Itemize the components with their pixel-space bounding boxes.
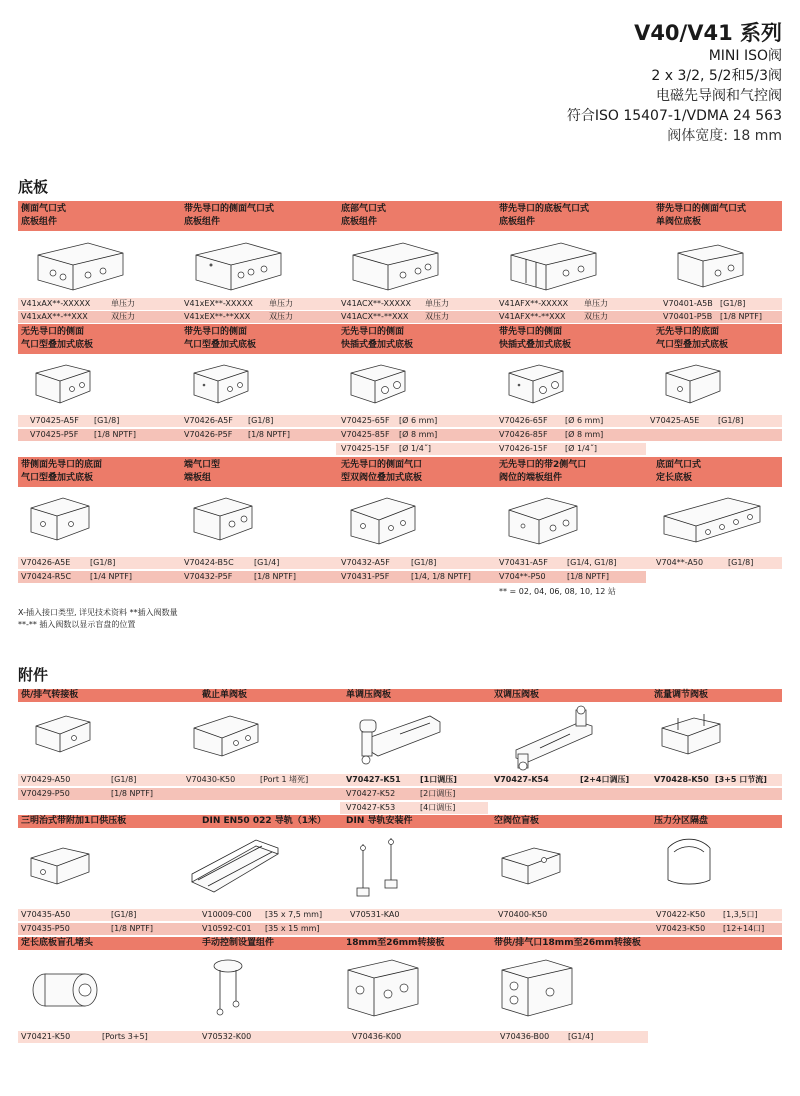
part-cell: [1,3,5口]	[723, 910, 758, 919]
base-header-1-4	[499, 203, 589, 229]
manual-override-kit-image	[198, 954, 258, 1024]
base-header-2-1	[21, 326, 93, 352]
header-line: 端气口型	[184, 460, 221, 470]
sandwich-base-side-port-pilot-image	[186, 359, 256, 409]
subtitle-width: 阀体宽度: 18 mm	[667, 128, 782, 144]
part-cell: [G1/4]	[254, 558, 280, 567]
adapter-plate-18-26-image	[340, 954, 425, 1026]
acc-header-3-1: 定长底板盲孔堵头	[21, 938, 94, 948]
header-line: 型双阀位叠加式底板	[341, 473, 423, 483]
part-cell: [1/8 NPTF]	[111, 924, 153, 933]
header-line: 底板组件	[341, 217, 378, 227]
part-cell: V70427-K51	[346, 775, 401, 784]
part-cell: [G1/8]	[111, 775, 137, 784]
base-part-row-1-2	[18, 311, 782, 323]
part-cell: V70426-65F	[499, 416, 548, 425]
part-cell: 单压力	[111, 299, 135, 308]
base-header-1-5	[656, 203, 746, 229]
acc-header-1-1: 供/排气转接板	[21, 690, 79, 700]
acc-header-2-2: DIN EN50 022 导轨（1米）	[202, 816, 327, 826]
part-cell: [G1/8]	[720, 299, 746, 308]
part-cell: V70400-K50	[498, 910, 548, 919]
part-cell: V41ACX**-**XXX	[341, 312, 409, 321]
base-header-3-4	[499, 459, 586, 485]
header-line: 带先导口的底板气口式	[499, 204, 590, 214]
base-part-row-3-1	[18, 557, 782, 569]
base-part-row-2-1	[18, 415, 782, 427]
acc-header-3-2: 手动控制设置组件	[202, 938, 275, 948]
part-cell: [1/8 NPTF]	[111, 789, 153, 798]
part-cell: V70436-K00	[352, 1032, 402, 1041]
header-line: 底板组件	[184, 217, 221, 227]
part-cell: 单压力	[584, 299, 608, 308]
part-cell: [Ø 8 mm]	[399, 430, 438, 439]
base-header-3-3	[341, 459, 422, 485]
part-cell: 双压力	[584, 312, 608, 321]
acc-header-row-2	[18, 815, 782, 828]
part-cell: 双压力	[269, 312, 293, 321]
sandwich-base-push-in-pilot-image	[501, 359, 571, 409]
base-header-row-1	[18, 201, 782, 231]
part-cell: V70425-85F	[341, 430, 390, 439]
acc-header-3-3: 18mm至26mm转接板	[346, 938, 445, 948]
header-line: 无先导口的带2侧气口	[499, 460, 587, 470]
header-line: 阀位的端板组件	[499, 473, 563, 483]
part-cell: [1/8 NPTF]	[254, 572, 296, 581]
base-image-row-1	[18, 231, 782, 298]
part-cell: V41xEX**-**XXX	[184, 312, 251, 321]
part-cell: V70427-K53	[346, 803, 396, 812]
base-header-1-2	[184, 203, 274, 229]
base-header-row-2	[18, 324, 782, 354]
header-line: 无先导口的底面	[656, 327, 720, 337]
part-cell: [1/4, 1/8 NPTF]	[411, 572, 471, 581]
double-station-base-image	[343, 492, 423, 552]
part-cell: V70424-B5C	[184, 558, 234, 567]
base-header-row-3	[18, 457, 782, 487]
part-cell: [Ø 1/4˝]	[399, 444, 431, 453]
acc-image-row-3	[18, 950, 782, 1030]
acc-image-row-2	[18, 828, 782, 908]
part-cell: [Ø 1/4˝]	[565, 444, 597, 453]
subtitle-configs: 2 x 3/2, 5/2和5/3阀	[651, 68, 782, 84]
blanking-plug-image	[23, 958, 103, 1023]
end-plate-2-side-port-image	[501, 492, 586, 552]
header-line: 无先导口的侧面	[21, 327, 85, 337]
base-part-row-2-3	[18, 443, 782, 455]
manifold-bottom-port-image	[343, 235, 448, 295]
base-header-3-5	[656, 459, 701, 485]
manifold-side-port-pilot-image	[186, 235, 291, 295]
part-cell: 双压力	[111, 312, 135, 321]
part-cell: [4口调压]	[420, 803, 456, 812]
part-cell: V70425-A5E	[650, 416, 700, 425]
sandwich-supply-plate-image	[23, 840, 98, 895]
part-cell: [Port 1 堵死]	[260, 775, 309, 784]
part-cell: V70425-65F	[341, 416, 390, 425]
subtitle-valve: MINI ISO阀	[708, 48, 782, 64]
part-cell: V70432-P5F	[184, 572, 233, 581]
title-block	[567, 20, 782, 146]
part-cell: V70426-P5F	[184, 430, 233, 439]
part-cell: 单压力	[269, 299, 293, 308]
header-line: 无先导口的侧面气口	[341, 460, 423, 470]
isolation-plate-image	[186, 710, 266, 765]
part-cell: [1/8 NPTF]	[94, 430, 136, 439]
acc-header-row-3	[18, 937, 782, 950]
header-line: 气口型叠加式底板	[21, 473, 94, 483]
header-line: 快插式叠加式底板	[499, 340, 572, 350]
part-cell: V10009-C00	[202, 910, 252, 919]
blank-station-plate-image	[494, 840, 569, 895]
part-cell: [G1/8]	[718, 416, 744, 425]
header-line: 侧面气口式	[21, 204, 67, 214]
part-cell: [G1/8]	[111, 910, 137, 919]
section-title-base: 底板	[18, 178, 49, 196]
part-cell: V70431-A5F	[499, 558, 548, 567]
part-cell: [G1/8]	[94, 416, 120, 425]
part-cell: V70426-85F	[499, 430, 548, 439]
part-cell: [1/4 NPTF]	[90, 572, 132, 581]
part-cell: [3+5 口节流]	[715, 775, 767, 784]
acc-header-1-2: 截止单阀板	[202, 690, 248, 700]
part-cell: 单压力	[425, 299, 449, 308]
header-line: 带先导口的侧面气口式	[656, 204, 747, 214]
part-cell: V70425-P5F	[30, 430, 79, 439]
acc-part-row-1-3	[18, 802, 782, 814]
header-line: 底部气口式	[341, 204, 387, 214]
base-image-row-3	[18, 487, 782, 557]
acc-part-row-2-1	[18, 909, 782, 921]
series-title: V40/V41 系列	[634, 21, 782, 45]
part-cell: V70427-K52	[346, 789, 396, 798]
header-line: 带侧面先导口的底面	[21, 460, 103, 470]
part-cell: V70435-P50	[21, 924, 70, 933]
base-header-3-1	[21, 459, 102, 485]
part-cell: V704**-P50	[499, 572, 546, 581]
part-cell: V70425-A5F	[30, 416, 79, 425]
header-line: 定长底板	[656, 473, 693, 483]
acc-header-1-3: 单调压阀板	[346, 690, 392, 700]
single-station-base-image	[663, 235, 758, 295]
base-header-2-2	[184, 326, 256, 352]
adapter-plate-supply-exhaust-image	[494, 954, 579, 1026]
base-header-2-3	[341, 326, 413, 352]
acc-part-row-1-1	[18, 774, 782, 786]
end-plate-kit-image	[186, 492, 261, 547]
header-line: 单阀位底板	[656, 217, 702, 227]
part-cell: [Ø 8 mm]	[565, 430, 604, 439]
part-cell: [1/8 NPTF]	[567, 572, 609, 581]
base-header-2-5	[656, 326, 728, 352]
part-cell: V70426-A5F	[184, 416, 233, 425]
sandwich-base-bottom-port-image	[658, 359, 728, 409]
header-line: 气口型叠加式底板	[21, 340, 94, 350]
base-header-3-2	[184, 459, 220, 485]
acc-image-row-1	[18, 702, 782, 774]
acc-part-row-2-2	[18, 923, 782, 935]
double-regulator-plate-image	[496, 704, 606, 772]
base-part-row-1-1	[18, 298, 782, 310]
part-cell: V70425-15F	[341, 444, 390, 453]
header-line: 气口型叠加式底板	[656, 340, 729, 350]
part-cell: [2口调压]	[420, 789, 456, 798]
base-part-row-3-3	[18, 586, 782, 598]
part-cell: V70422-K50	[656, 910, 706, 919]
stations-note: ** = 02, 04, 06, 08, 10, 12 站	[499, 587, 616, 596]
base-header-2-4	[499, 326, 571, 352]
part-cell: [G1/4]	[568, 1032, 594, 1041]
din-rail-mount-image	[343, 834, 413, 904]
part-cell: V41AFX**-XXXXX	[499, 299, 569, 308]
part-cell: [35 x 7,5 mm]	[265, 910, 323, 919]
part-cell: [1口调压]	[420, 775, 457, 784]
part-cell: [35 x 15 mm]	[265, 924, 320, 933]
part-cell: V70424-R5C	[21, 572, 72, 581]
part-cell: V70432-A5F	[341, 558, 390, 567]
header-line: 带先导口的侧面	[184, 327, 248, 337]
section-title-accessories: 附件	[18, 666, 49, 684]
part-cell: V41xEX**-XXXXX	[184, 299, 253, 308]
part-cell: V70428-K50	[654, 775, 709, 784]
part-cell: V70426-15F	[499, 444, 548, 453]
part-cell: V41xAX**-**XXX	[21, 312, 88, 321]
part-cell: V70423-K50	[656, 924, 706, 933]
part-cell: V704**-A50	[656, 558, 704, 567]
acc-header-2-3: DIN 导轨安装件	[346, 816, 413, 826]
part-cell: V70427-K54	[494, 775, 549, 784]
part-cell: V70401-P5B	[663, 312, 713, 321]
part-cell: V70430-K50	[186, 775, 236, 784]
manifold-side-port-image	[28, 235, 133, 295]
part-cell: V70435-A50	[21, 910, 71, 919]
part-cell: [G1/8]	[728, 558, 754, 567]
base-part-row-2-2	[18, 429, 782, 441]
acc-part-row-1-2	[18, 788, 782, 800]
part-cell: 双压力	[425, 312, 449, 321]
part-cell: V70401-A5B	[663, 299, 713, 308]
base-image-row-2	[18, 354, 782, 414]
base-note-2: **-** 插入阀数以显示盲盘的位置	[18, 620, 136, 629]
base-note-1: X-插入接口类型, 详见技术资料 **插入阀数量	[18, 608, 178, 617]
base-header-1-3	[341, 203, 386, 229]
header-line: 气口型叠加式底板	[184, 340, 257, 350]
part-cell: [G1/4, G1/8]	[567, 558, 617, 567]
header-line: 快插式叠加式底板	[341, 340, 414, 350]
part-cell: [G1/8]	[411, 558, 437, 567]
sandwich-base-bottom-pilot-image	[23, 492, 98, 547]
part-cell: [Ports 3+5]	[102, 1032, 148, 1041]
acc-part-row-3-1	[18, 1031, 782, 1043]
part-cell: [Ø 6 mm]	[399, 416, 438, 425]
part-cell: [2+4口调压]	[580, 775, 630, 784]
acc-header-2-5: 压力分区隔盘	[654, 816, 709, 826]
part-cell: [G1/8]	[90, 558, 116, 567]
part-cell: V70436-B00	[500, 1032, 550, 1041]
acc-header-2-4: 空阀位盲板	[494, 816, 540, 826]
fixed-length-base-image	[658, 492, 768, 552]
sandwich-base-side-port-image	[28, 359, 98, 409]
acc-header-1-5: 流量调节阀板	[654, 690, 709, 700]
base-header-1-1	[21, 203, 66, 229]
subtitle-operation: 电磁先导阀和气控阀	[656, 88, 782, 104]
part-cell: V70531-KA0	[350, 910, 400, 919]
manifold-bottom-port-pilot-image	[501, 235, 606, 295]
base-part-row-3-2	[18, 571, 782, 583]
single-regulator-plate-image	[340, 704, 445, 772]
part-cell: V70429-P50	[21, 789, 70, 798]
pressure-isolator-disc-image	[654, 836, 724, 901]
din-rail-image	[186, 836, 286, 901]
subtitle-standard: 符合ISO 15407-1/VDMA 24 563	[566, 108, 782, 124]
header-line: 底板组件	[499, 217, 536, 227]
part-cell: V41AFX**-**XXX	[499, 312, 566, 321]
header-line: 端板组	[184, 473, 212, 483]
header-line: 带先导口的侧面气口式	[184, 204, 275, 214]
part-cell: V10592-C01	[202, 924, 252, 933]
part-cell: [1/8 NPTF]	[248, 430, 290, 439]
acc-header-row-1	[18, 689, 782, 702]
acc-header-2-1: 三明治式带附加1口供压板	[21, 816, 127, 826]
header-line: 无先导口的侧面	[341, 327, 405, 337]
header-line: 底板组件	[21, 217, 58, 227]
acc-header-1-4: 双调压阀板	[494, 690, 540, 700]
part-cell: V70429-A50	[21, 775, 71, 784]
part-cell: [G1/8]	[248, 416, 274, 425]
header-line: 底面气口式	[656, 460, 702, 470]
part-cell: V70421-K50	[21, 1032, 71, 1041]
part-cell: V70532-K00	[202, 1032, 252, 1041]
part-cell: V41ACX**-XXXXX	[341, 299, 411, 308]
part-cell: [1/8 NPTF]	[720, 312, 762, 321]
supply-exhaust-plate-image	[28, 710, 98, 765]
flow-control-plate-image	[654, 710, 729, 765]
part-cell: V70426-A5E	[21, 558, 71, 567]
part-cell: V70431-P5F	[341, 572, 390, 581]
part-cell: V41xAX**-XXXXX	[21, 299, 91, 308]
sandwich-base-push-in-image	[343, 359, 413, 409]
part-cell: [Ø 6 mm]	[565, 416, 604, 425]
header-line: 带先导口的侧面	[499, 327, 563, 337]
acc-header-3-4: 带供/排气口18mm至26mm转接板	[494, 938, 641, 948]
part-cell: [12+14口]	[723, 924, 765, 933]
